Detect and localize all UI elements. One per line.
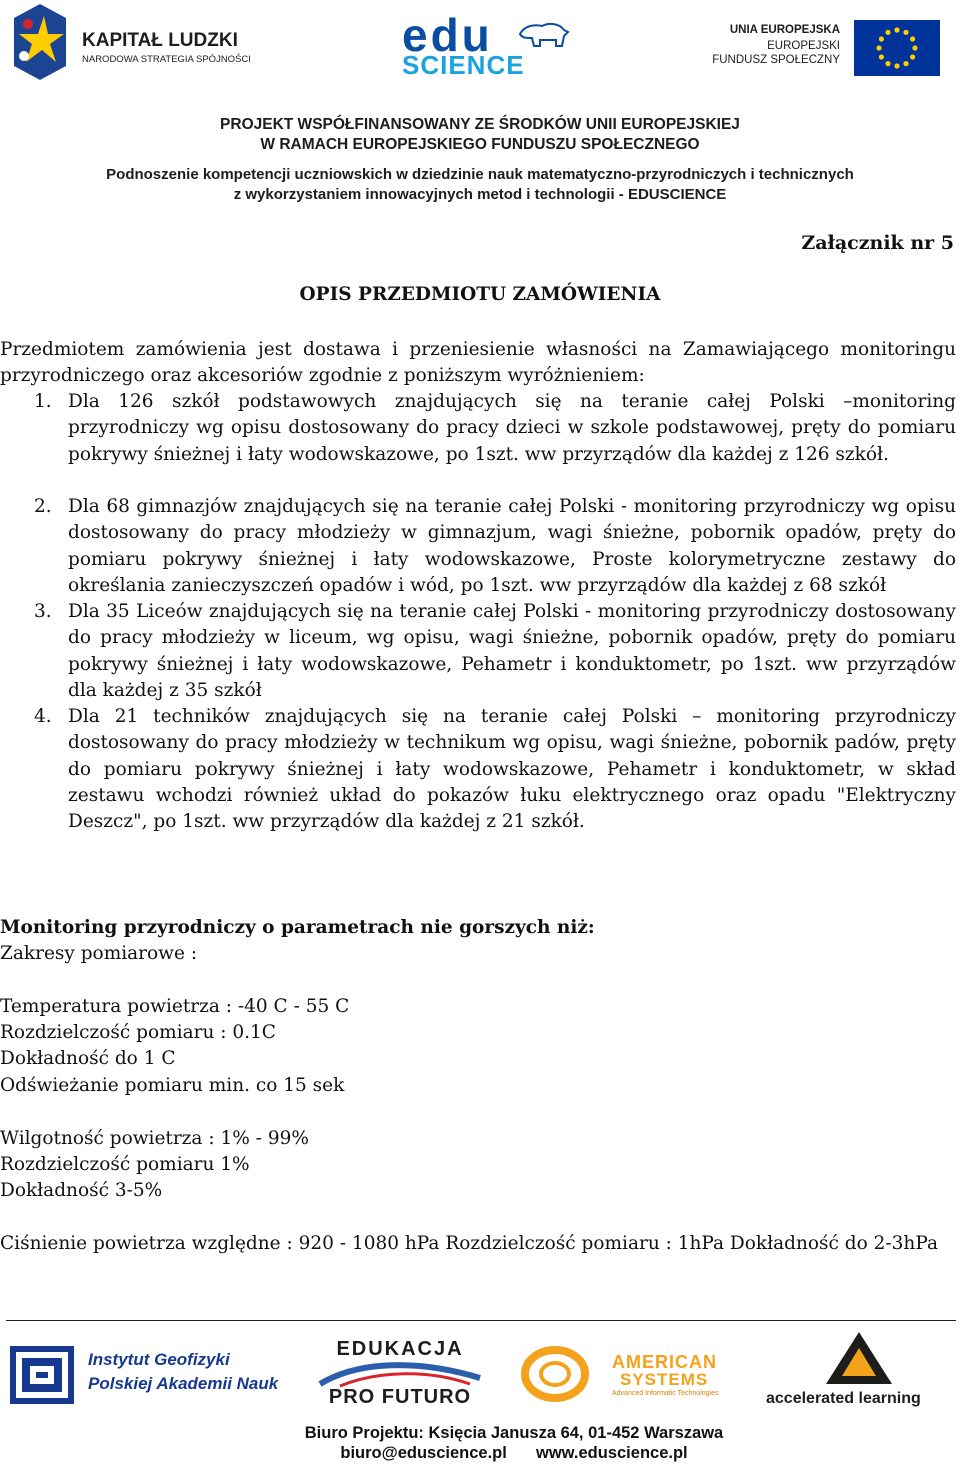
temperature-accuracy: Dokładność do 1 C — [0, 1048, 176, 1069]
igf-logo-line1: Instytut Geofizyki — [88, 1350, 230, 1369]
temperature-refresh: Odświeżanie pomiaru min. co 15 sek — [0, 1075, 345, 1096]
list-item-text: Dla 126 szkół podstawowych znajdujących się na teranie całej Polski –monitoring przyrodniczy wg opisu dostosowany do pracy dzieci w szkole podstawowej, pręty do pomiaru pokrywy śnieżnej i łaty wodowskazowe, po 1szt. ww przyrządów dla każdej z 126 szkół. — [68, 391, 956, 465]
eu-logo-line3: FUNDUSZ SPOŁECZNY — [712, 54, 840, 66]
kapital-ludzki-title: KAPITAŁ LUDZKI — [82, 30, 238, 51]
list-item-text: Dla 68 gimnazjów znajdujących się na teranie całej Polski - monitoring przyrodniczy wg opisu dostosowany do pracy młodzieży w gimnazjum, wagi śnieżne, pobornik opadów, pręty do pomiaru pokrywy śnieżnej i łaty wodowskazowe, Proste kolorymetryczne zestawy do określania zanieczyszczeń opadów i wód, po 1szt. ww przyrządów dla każdej z 68 szkół — [68, 496, 956, 596]
list-item — [0, 704, 956, 835]
humidity-range: Wilgotność powietrza : 1% - 99% — [0, 1128, 309, 1149]
american-systems-logo — [520, 1344, 740, 1406]
footer-email-link[interactable]: biuro@eduscience.pl — [340, 1444, 507, 1462]
list-item-number: 3. — [34, 601, 52, 622]
list-item-number: 4. — [34, 706, 52, 727]
list-item-number: 1. — [34, 391, 52, 412]
american-logo-line1: AMERICAN — [612, 1352, 717, 1372]
american-logo-line2: SYSTEMS — [620, 1370, 709, 1389]
eu-star-icon — [903, 61, 908, 66]
page-title: OPIS PRZEDMIOTU ZAMÓWIENIA — [299, 284, 661, 305]
eu-star-icon — [879, 36, 884, 41]
american-systems-ring-icon — [520, 1346, 590, 1402]
footer-divider — [6, 1320, 956, 1321]
list-item-text: Dla 35 Liceów znajdujących się na teranie całej Polski - monitoring przyrodniczy dostosowany do pracy młodzieży w liceum, wg opisu, wagi śnieżne, pobornik opadów, pręty do pomiaru pokrywy śnieżnej i łaty wodowskazowe, Pehametr i konduktometr, po 1szt. ww przyrządów dla każdej z 35 szkół — [68, 601, 956, 701]
humidity-accuracy: Dokładność 3-5% — [0, 1180, 163, 1201]
list-item — [0, 494, 956, 599]
eduscience-logo-science: SCIENCE — [402, 50, 525, 80]
eduscience-logo-edu: edu — [402, 9, 493, 61]
edukacja-logo-line2: PRO FUTURO — [328, 1386, 472, 1408]
ranges-label: Zakresy pomiarowe : — [0, 943, 198, 964]
project-line-3: Podnoszenie kompetencji uczniowskich w dziedzinie nauk matematyczno-przyrodniczych i technicznych — [106, 166, 854, 183]
eu-star-icon — [885, 61, 890, 66]
pressure-paragraph: Ciśnienie powietrza względne : 920 - 1080 hPa Rozdzielczość pomiaru : 1hPa Dokładność do 2-3hPa — [0, 1233, 938, 1254]
project-line-1: PROJEKT WSPÓŁFINANSOWANY ZE ŚRODKÓW UNII EUROPEJSKIEJ — [220, 116, 740, 133]
polar-bear-icon — [518, 20, 570, 52]
project-line-4: z wykorzystaniem innowacyjnych metod i technologii - EDUSCIENCE — [233, 186, 727, 203]
igf-emblem-icon — [10, 1346, 74, 1404]
eu-logo-line1: UNIA EUROPEJSKA — [729, 24, 840, 36]
footer-address: Biuro Projektu: Księcia Janusza 64, 01-452 Warszawa — [304, 1424, 724, 1442]
igf-logo-line2: Polskiej Akademii Nauk — [88, 1374, 279, 1393]
params-heading: Monitoring przyrodniczy o parametrach nie gorszych niż: — [0, 917, 595, 938]
list-item-text: Dla 21 techników znajdujących się na teranie całej Polski – monitoring przyrodniczy dostosowany do pracy młodzieży w technikum wg opisu, wagi śnieżne, pobornik padów, pręty do pomiaru pokrywy śnieżnej i łaty wodowskazowe, Pehametr i konduktometr, w skład zestawu wchodzi również układ do pokazów łuku elektrycznego oraz opadu "Elektryczny Deszcz", po 1szt. ww przyrządów dla każdej z 21 szkół. — [68, 706, 956, 833]
accelerated-learning-triangle-icon — [824, 1330, 894, 1386]
humidity-resolution: Rozdzielczość pomiaru 1% — [0, 1154, 250, 1175]
eu-flag-icon — [854, 20, 940, 76]
eu-star-icon — [876, 45, 881, 50]
eu-star-icon — [885, 30, 890, 35]
edukacja-logo-line1: EDUKACJA — [336, 1338, 464, 1360]
eduscience-logo — [400, 9, 575, 80]
american-logo-line3: Advanced Informatic Technologies — [612, 1390, 719, 1397]
eu-star-icon — [879, 54, 884, 59]
project-line-2: W RAMACH EUROPEJSKIEGO FUNDUSZU SPOŁECZNEGO — [260, 136, 700, 153]
list-item-number: 2. — [34, 496, 52, 517]
temperature-resolution: Rozdzielczość pomiaru : 0.1C — [0, 1022, 276, 1043]
attachment-label: Załącznik nr 5 — [801, 232, 954, 254]
eu-logo — [712, 20, 940, 76]
eu-star-icon — [912, 45, 917, 50]
eu-star-icon — [910, 36, 915, 41]
kapital-ludzki-emblem-icon — [14, 4, 66, 80]
kapital-ludzki-subtitle: NARODOWA STRATEGIA SPÓJNOŚCI — [82, 54, 251, 65]
footer-contact — [0, 1444, 960, 1463]
eu-star-icon — [894, 27, 899, 32]
temperature-range: Temperatura powietrza : -40 C - 55 C — [0, 996, 350, 1017]
igf-logo — [10, 1344, 279, 1406]
footer-website-link[interactable]: www.eduscience.pl — [536, 1444, 688, 1462]
eu-star-icon — [910, 54, 915, 59]
list-item — [0, 389, 956, 468]
edukacja-pro-futuro-logo — [300, 1338, 500, 1410]
kapital-ludzki-logo — [14, 4, 264, 80]
list-item — [0, 599, 956, 704]
eu-star-icon — [903, 30, 908, 35]
accelerated-learning-logo — [760, 1330, 956, 1412]
intro-paragraph: Przedmiotem zamówienia jest dostawa i przeniesienie własności na Zamawiającego monitoringu przyrodniczego oraz akcesoriów zgodnie z poniższym wyróżnieniem: — [0, 339, 956, 387]
accelerated-learning-text: accelerated learning — [766, 1390, 921, 1407]
eu-logo-line2: EUROPEJSKI — [767, 40, 840, 52]
eu-star-icon — [894, 63, 899, 68]
